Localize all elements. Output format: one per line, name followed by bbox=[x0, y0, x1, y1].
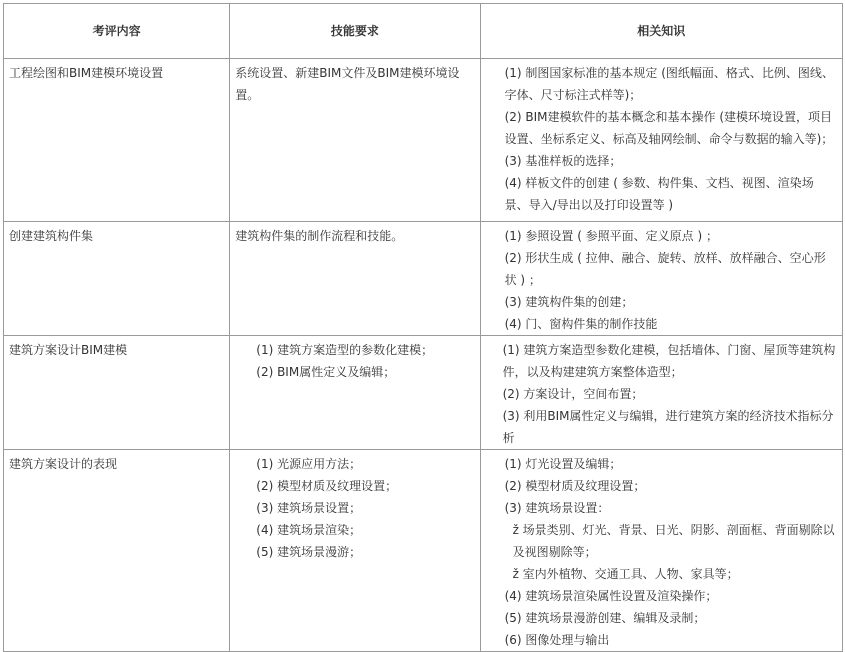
cell-text: 工程绘图和BIM建模环境设置 bbox=[9, 66, 164, 80]
skill-line: (1) 建筑方案造型的参数化建模； bbox=[256, 343, 434, 357]
related-knowledge-cell bbox=[480, 222, 842, 336]
skill-requirements-cell bbox=[230, 222, 480, 336]
related-knowledge-cell bbox=[480, 450, 842, 652]
table-row bbox=[4, 336, 843, 450]
knowledge-line: (3) 利用BIM属性定义与编辑，进行建筑方案的经济技术指标分析 bbox=[502, 409, 834, 445]
evaluation-content-cell bbox=[4, 336, 230, 450]
knowledge-line: (2) BIM建模软件的基本概念和基本操作 (建模环境设置，项目设置、坐标系定义、标高及轴网绘制、命令与数据的输入等)； bbox=[504, 110, 834, 146]
evaluation-content-cell bbox=[4, 450, 230, 652]
knowledge-line: (4) 门、窗构件集的制作技能 bbox=[504, 317, 658, 331]
knowledge-line: (3) 基准样板的选择； bbox=[504, 154, 622, 168]
table-row bbox=[4, 450, 843, 652]
knowledge-line: (4) 建筑场景渲染属性设置及渲染操作； bbox=[504, 589, 718, 603]
knowledge-subline: ž 场景类别、灯光、背景、日光、阴影、剖面框、背面剔除以及视图剔除等； bbox=[512, 523, 835, 559]
knowledge-line: (1) 制图国家标准的基本规定 (图纸幅面、格式、比例、图线、字体、尺寸标注式样等)； bbox=[504, 66, 834, 102]
knowledge-line: (2) 模型材质及纹理设置； bbox=[504, 479, 646, 493]
skill-line: (4) 建筑场景渲染； bbox=[256, 523, 362, 537]
competency-table bbox=[3, 3, 843, 652]
header-row bbox=[4, 4, 843, 59]
knowledge-line: (3) 建筑场景设置： bbox=[504, 501, 610, 515]
cell-text: 创建建筑构件集 bbox=[9, 229, 94, 243]
skill-line: 建筑构件集的制作流程和技能。 bbox=[235, 229, 404, 243]
knowledge-line: (1) 参照设置 ( 参照平面、定义原点 ) ； bbox=[504, 229, 718, 243]
knowledge-line: (3) 建筑构件集的创建； bbox=[504, 295, 634, 309]
knowledge-line: (5) 建筑场景漫游创建、编辑及录制； bbox=[504, 611, 706, 625]
skill-requirements-cell bbox=[230, 450, 480, 652]
knowledge-line: (1) 建筑方案造型参数化建模，包括墙体、门窗、屋顶等建筑构件，以及构建建筑方案整体造型； bbox=[502, 343, 836, 379]
cell-text: 建筑方案设计BIM建模 bbox=[9, 343, 128, 357]
knowledge-line: (6) 图像处理与输出 bbox=[504, 633, 610, 647]
knowledge-line: (2) 形状生成 ( 拉伸、融合、旋转、放样、放样融合、空心形状 ) ； bbox=[504, 251, 826, 287]
table-row bbox=[4, 59, 843, 222]
knowledge-line: (4) 样板文件的创建 ( 参数、构件集、文档、视图、渲染场景、导入/导出以及打印设置等 ) bbox=[504, 176, 814, 212]
skill-line: (1) 光源应用方法； bbox=[256, 457, 362, 471]
skill-requirements-cell bbox=[230, 336, 480, 450]
header-skill-requirements: 技能要求 bbox=[230, 4, 480, 59]
skill-line: (3) 建筑场景设置； bbox=[256, 501, 362, 515]
skill-line: (2) BIM属性定义及编辑； bbox=[256, 365, 396, 379]
header-evaluation-content: 考评内容 bbox=[4, 4, 230, 59]
table-row bbox=[4, 222, 843, 336]
skill-line: 系统设置、新建BIM文件及BIM建模环境设置。 bbox=[235, 66, 460, 102]
evaluation-content-cell bbox=[4, 59, 230, 222]
knowledge-subline: ž 室内外植物、交通工具、人物、家具等； bbox=[512, 567, 739, 581]
knowledge-line: (2) 方案设计，空间布置； bbox=[502, 387, 644, 401]
skill-line: (2) 模型材质及纹理设置； bbox=[256, 479, 398, 493]
related-knowledge-cell bbox=[480, 59, 842, 222]
skill-line: (5) 建筑场景漫游； bbox=[256, 545, 362, 559]
cell-text: 建筑方案设计的表现 bbox=[9, 457, 118, 471]
header-related-knowledge: 相关知识 bbox=[480, 4, 842, 59]
evaluation-content-cell bbox=[4, 222, 230, 336]
related-knowledge-cell bbox=[480, 336, 842, 450]
knowledge-line: (1) 灯光设置及编辑； bbox=[504, 457, 622, 471]
skill-requirements-cell bbox=[230, 59, 480, 222]
